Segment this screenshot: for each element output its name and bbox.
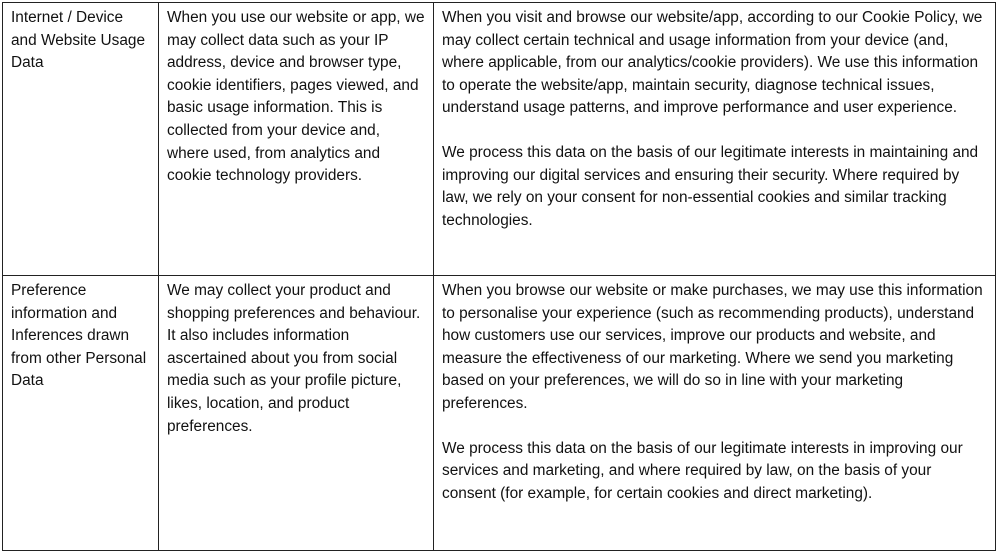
purpose-cell xyxy=(434,276,996,551)
table-row xyxy=(3,3,996,276)
category-text: Internet / Device and Website Usage Data xyxy=(11,9,146,72)
collection-text: We may collect your product and shopping preferences and behaviour. It also includes information ascertained about you from social media such as your profile picture, likes, location, and product preferences. xyxy=(167,282,421,435)
table-row xyxy=(3,276,996,551)
category-cell xyxy=(3,3,159,276)
data-processing-table xyxy=(2,2,996,551)
legal-basis-paragraph: We process this data on the basis of our legitimate interests in maintaining and improving our digital services and ensuring their security. Where required by law, we rely on your consent for non-essential cookies and similar tracking technologies. xyxy=(442,143,979,229)
purpose-paragraph: When you browse our website or make purchases, we may use this information to personalise your experience (such as recommending products), understand how customers use our services, improve our products and website, and measure the effectiveness of our marketing. Where we send you marketing based on your preferences, we will do so in line with your marketing preferences. xyxy=(442,282,983,412)
collection-cell xyxy=(159,3,434,276)
category-text: Preference information and Inferences drawn from other Personal Data xyxy=(11,282,147,390)
collection-cell xyxy=(159,276,434,551)
purpose-paragraph: When you visit and browse our website/app, according to our Cookie Policy, we may collect certain technical and usage information from your device (and, where applicable, from our analytics/cookie providers). We use this information to operate the website/app, maintain security, diagnose technical issues, understand usage patterns, and improve performance and user experience. xyxy=(442,9,983,117)
category-cell xyxy=(3,276,159,551)
purpose-cell xyxy=(434,3,996,276)
collection-text: When you use our website or app, we may collect data such as your IP address, device and browser type, cookie identifiers, pages viewed, and basic usage information. This is collected from your device and, where used, from analytics and cookie technology providers. xyxy=(167,9,425,185)
legal-basis-paragraph: We process this data on the basis of our legitimate interests in improving our services and marketing, and where required by law, on the basis of your consent (for example, for certain cookies and direct marketing). xyxy=(442,439,963,502)
